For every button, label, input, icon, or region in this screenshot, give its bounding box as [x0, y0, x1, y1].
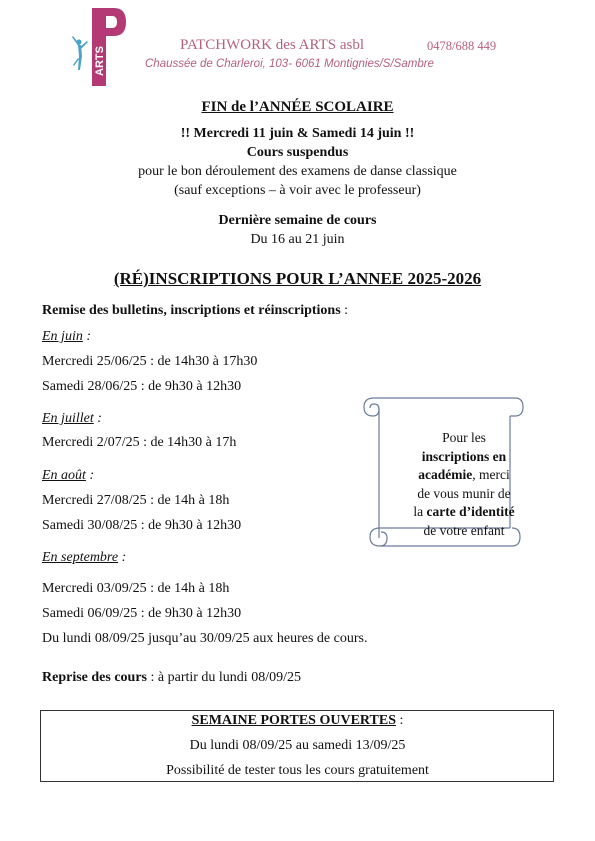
- month-august: En août :: [42, 468, 95, 483]
- last-week-dates: Du 16 au 21 juin: [250, 232, 345, 247]
- registration-intro-label: Remise des bulletins, inscriptions et réinscriptions: [42, 303, 341, 318]
- session-line: Mercredi 03/09/25 : de 14h à 18h: [42, 581, 230, 596]
- registration-intro: [42, 303, 348, 319]
- open-week-dates: Du lundi 08/09/25 au samedi 13/09/25: [189, 738, 406, 753]
- logo: [70, 4, 130, 88]
- end-of-year-title: FIN de l’ANNÉE SCOLAIRE: [201, 99, 394, 115]
- month-september: En septembre :: [42, 550, 127, 565]
- session-line: Mercredi 25/06/25 : de 14h30 à 17h30: [42, 354, 258, 369]
- suspension-exception: (sauf exceptions – à voir avec le professeur): [174, 183, 421, 198]
- session-line: Samedi 06/09/25 : de 9h30 à 12h30: [42, 606, 242, 621]
- dancer-icon: [72, 36, 88, 70]
- month-june: En juin :: [42, 329, 92, 344]
- session-line: Samedi 28/06/25 : de 9h30 à 12h30: [42, 379, 242, 394]
- logo-letter: P: [110, 10, 114, 15]
- courses-suspended: Cours suspendus: [246, 145, 349, 160]
- courses-resume: Reprise des cours : à partir du lundi 08/09/25: [42, 670, 301, 685]
- session-line: Samedi 30/08/25 : de 9h30 à 12h30: [42, 518, 242, 533]
- suspension-reason: pour le bon déroulement des examens de danse classique: [138, 164, 457, 179]
- registration-title: (RÉ)INSCRIPTIONS POUR L’ANNEE 2025-2026: [113, 269, 482, 288]
- id-card-reminder: Pour les inscriptions en académie, merci de vous munir de la carte d’identité de votre enfant: [413, 430, 515, 538]
- registration-intro-colon: :: [340, 303, 349, 318]
- suspension-dates: !! Mercredi 11 juin & Samedi 14 juin !!: [180, 126, 415, 141]
- month-july: En juillet :: [42, 411, 102, 426]
- open-week-title: SEMAINE PORTES OUVERTES :: [191, 713, 404, 728]
- open-week-description: Possibilité de tester tous les cours gratuitement: [166, 763, 429, 778]
- org-address: Chaussée de Charleroi, 103- 6061 Montignies/S/Sambre: [145, 58, 434, 70]
- session-line: Mercredi 27/08/25 : de 14h à 18h: [42, 493, 230, 508]
- org-name: PATCHWORK des ARTS asbl: [180, 37, 364, 53]
- session-line: Du lundi 08/09/25 jusqu’au 30/09/25 aux heures de cours.: [42, 631, 368, 646]
- last-week-title: Dernière semaine de cours: [218, 213, 377, 228]
- logo-word: ARTS: [94, 46, 106, 76]
- org-phone: 0478/688 449: [427, 39, 497, 53]
- session-line: Mercredi 2/07/25 : de 14h30 à 17h: [42, 435, 237, 450]
